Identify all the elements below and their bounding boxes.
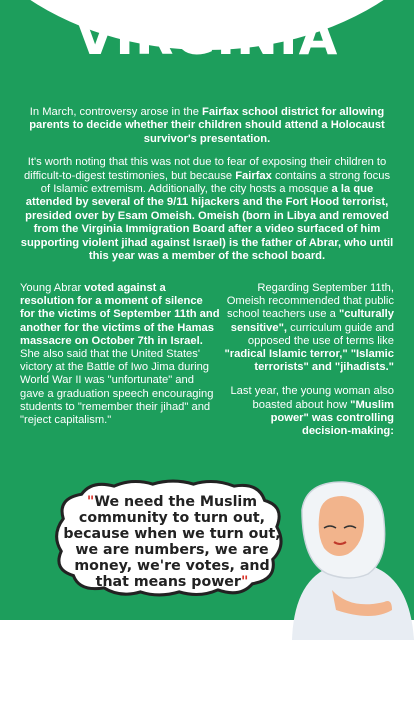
left-col-b: voted against a resolution for a moment of silence for the victims of September 11th and another for the victims of the Hamas massacre on October 7th in Israel. <box>20 282 220 347</box>
right-p1-a: Regarding September 11th, Omeish recommended that public school teachers use a <box>226 282 394 321</box>
intro-p2-b: Fairfax <box>235 169 272 182</box>
left-column <box>20 282 220 427</box>
left-col-a: Young Abrar <box>20 282 85 294</box>
intro-paragraph-2 <box>18 156 396 263</box>
right-p2-a: Last year, the young woman also boasted about how <box>230 385 394 411</box>
page-title: VIRGINIA <box>75 8 339 66</box>
right-p2-b: "Muslim power" was controlling decision-making: <box>270 398 394 438</box>
right-column <box>222 282 394 449</box>
outro-a: And she added: <box>54 628 135 640</box>
right-paragraph-1 <box>222 282 394 374</box>
quote-text <box>60 494 284 590</box>
intro-p2-c: contains a strong focus of Islamic extremism. Additionally, the city hosts a mosque <box>40 169 391 196</box>
woman-illustration <box>272 470 414 640</box>
intro-p1-b: Fairfax school district for allowing parents to decide whether their children should attend a Holocaust survivor's presentation. <box>29 106 385 145</box>
right-paragraph-2 <box>222 385 394 438</box>
right-p1-d: "radical Islamic terror," "Islamic terrorists" and "jihadists." <box>224 348 394 374</box>
intro-p2-d: a la que attended by several of the 9/11 hijackers and the Fort Hood terrorist, presided over by Esam Omeish. Omeish (born in Libya and removed from the Virginia Immigration Board after a video surfaced of him supporting violent jihad against Israel) is the father of Abrar, who until this year was a member of the school board. <box>20 183 394 263</box>
intro-p2-a: It's worth noting that this was not due to fear of exposing their children to difficult-to-digest testimonies, but because <box>23 156 387 182</box>
right-p1-b: "culturally sensitive", <box>230 308 394 334</box>
left-col-c: She also said that the United States' victory at the Battle of Iwo Jima during World War II was "unfortunate" and gave a graduation speech encouraging students to "remember their jihad" and "reject capitalism." <box>20 348 214 427</box>
intro-text <box>18 106 396 273</box>
quote-open-mark: " <box>86 494 95 510</box>
intro-paragraph-1 <box>18 106 396 146</box>
quote-body: We need the Muslim community to turn out, because when we turn out, we are numbers, we are money, we're votes, and that means power <box>63 494 281 590</box>
outro-b: "I cannot tell you ... how many times people talk about the Muslim power ... Why? Because they saw us show up! And that meant something, and now we're making decisions." <box>46 628 270 692</box>
quote-close-mark: " <box>240 574 249 590</box>
outro-text <box>42 628 274 693</box>
intro-p1-a: In March, controversy arose in the <box>29 106 203 118</box>
right-p1-c: curriculum guide and opposed the use of terms like <box>247 321 394 347</box>
